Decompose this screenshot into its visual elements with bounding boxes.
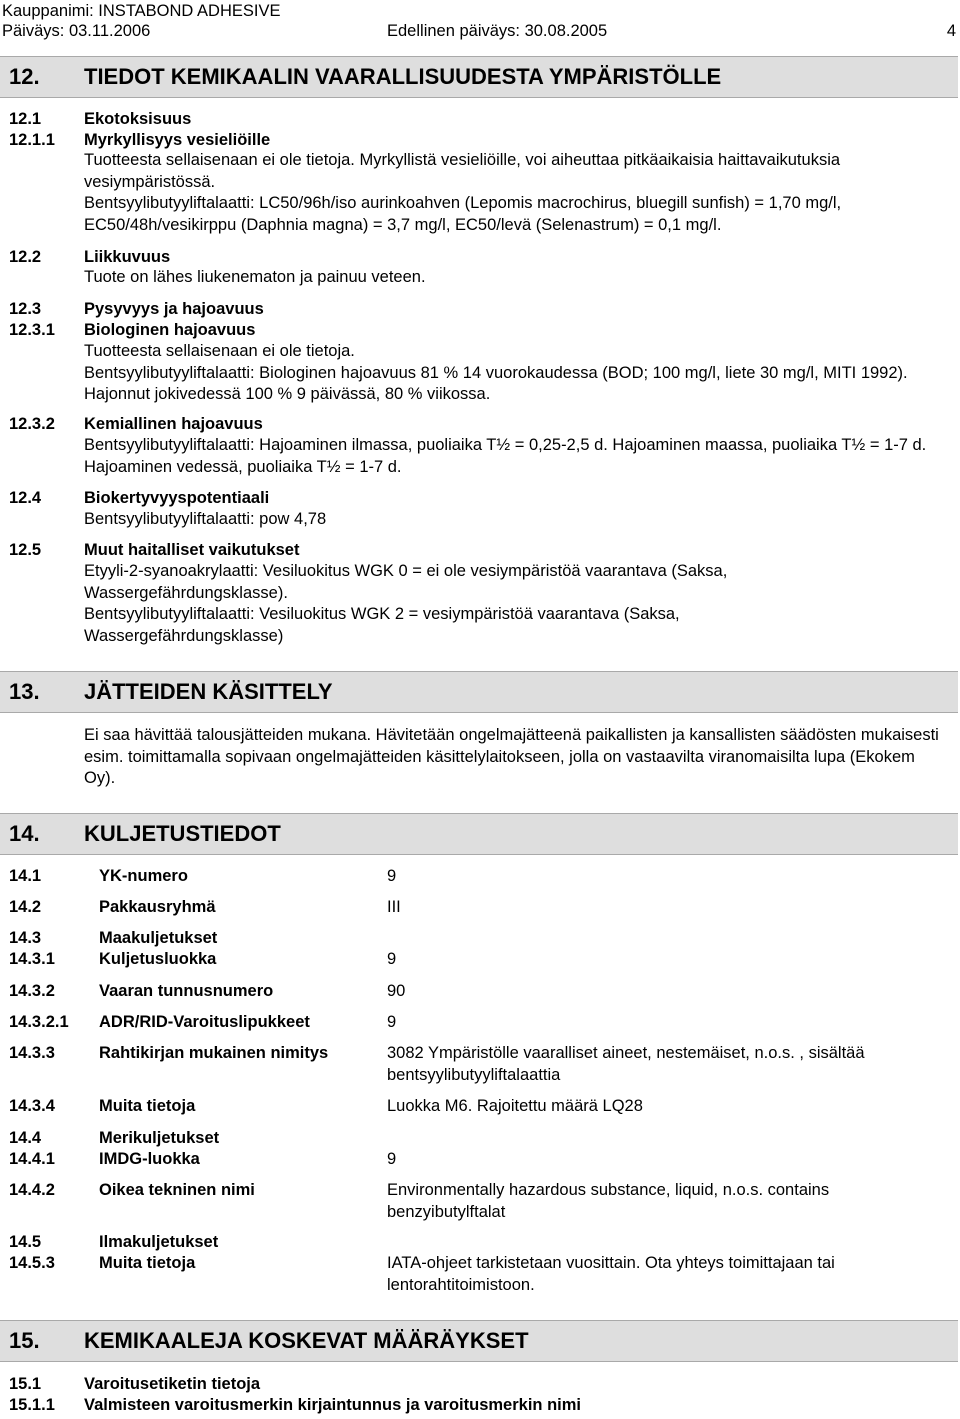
text-line: Tuotteesta sellaisenaan ei ole tietoja.	[84, 342, 355, 360]
subsection-title: Biokertyvyyspotentiaali	[84, 489, 270, 507]
row-label: Rahtikirjan mukainen nimitys	[99, 1044, 329, 1062]
row-value: 3082 Ympäristölle vaaralliset aineet, nestemäiset, n.o.s. , sisältää bentsyylibutyyliftalaattia	[387, 1044, 865, 1084]
row-value: 9	[387, 950, 397, 968]
row-number: 14.3	[9, 929, 42, 947]
row-label: Kuljetusluokka	[99, 950, 217, 968]
subsection-number: 12.2	[9, 248, 42, 266]
row-number: 14.3.2	[9, 982, 55, 1000]
paragraph-13	[84, 725, 950, 790]
section-title: KEMIKAALEJA KOSKEVAT MÄÄRÄYKSET	[84, 1328, 529, 1353]
subsection-number: 12.3.1	[9, 321, 55, 339]
section-number: 15.	[9, 1328, 40, 1353]
subsection-title: Varoitusetiketin tietoja	[84, 1375, 261, 1393]
subsection-number: 12.3.2	[9, 415, 55, 433]
section-number: 13.	[9, 679, 40, 704]
row-number: 14.4.2	[9, 1181, 55, 1199]
subsection-title: Kemiallinen hajoavuus	[84, 415, 263, 433]
text-line: Etyyli-2-syanoakrylaatti: Vesiluokitus WGK 0 = ei ole vesiympäristöä vaarantava (Saksa, Wassergefährdungsklasse).	[84, 562, 728, 602]
row-label: IMDG-luokka	[99, 1150, 200, 1168]
row-label: Maakuljetukset	[99, 929, 218, 947]
section-title: JÄTTEIDEN KÄSITTELY	[84, 679, 333, 704]
section-title: KULJETUSTIEDOT	[84, 821, 281, 846]
previous-date: Edellinen päiväys: 30.08.2005	[387, 22, 608, 40]
subsection-number: 15.1	[9, 1375, 42, 1393]
row-number: 14.5	[9, 1233, 42, 1251]
row-label: Pakkausryhmä	[99, 898, 216, 916]
subsection-number: 12.1.1	[9, 131, 55, 149]
text-line: Ei saa hävittää talousjätteiden mukana. Hävitetään ongelmajätteenä paikallisten ja kansallisten säädösten mukaisesti esim. toimittamalla sopivaan ongelmajätteiden käsittelylaitokseen, jolla on vastaavilta viranomaisilta lupa (Ekokem Oy).	[84, 726, 939, 787]
date: Päiväys: 03.11.2006	[2, 22, 151, 40]
paragraph-12-3-2	[84, 435, 950, 478]
row-label: Vaaran tunnusnumero	[99, 982, 274, 1000]
row-value: Luokka M6. Rajoitettu määrä LQ28	[387, 1097, 643, 1115]
subsection-number: 12.1	[9, 110, 42, 128]
subsection-number: 12.5	[9, 541, 42, 559]
text-line: Bentsyylibutyyliftalaatti: Biologinen hajoavuus 81 % 14 vuorokaudessa (BOD; 100 mg/l, liete 30 mg/l, MITI 1992). Hajonnut jokivedessä 100 % 9 päivässä, 80 % viikossa.	[84, 363, 908, 403]
row-label: Oikea tekninen nimi	[99, 1181, 255, 1199]
row-label: YK-numero	[99, 867, 188, 885]
subsection-title: Liikkuvuus	[84, 248, 171, 266]
text-line: Bentsyylibutyyliftalaatti: LC50/96h/iso aurinkoahven (Lepomis macrochirus, bluegill sunfish) = 1,70 mg/l, EC50/48h/vesikirppu (Daphnia magna) = 3,7 mg/l, EC50/levä (Selenastrum) = 0,1 mg/l.	[84, 194, 842, 234]
section-title: TIEDOT KEMIKAALIN VAARALLISUUDESTA YMPÄRISTÖLLE	[84, 64, 722, 89]
subsection-number: 15.1.1	[9, 1396, 55, 1414]
section-12-header	[0, 56, 958, 98]
row-number: 14.4	[9, 1129, 42, 1147]
subsection-title: Pysyvyys ja hajoavuus	[84, 300, 264, 318]
text-line: Bentsyylibutyyliftalaatti: Hajoaminen ilmassa, puoliaika T½ = 0,25-2,5 d. Hajoaminen maassa, puoliaika T½ = 1-7 d. Hajoaminen vedessä, puoliaika T½ = 1-7 d.	[84, 436, 927, 476]
row-value: III	[387, 898, 401, 916]
section-15-header	[0, 1320, 958, 1362]
row-value: Environmentally hazardous substance, liquid, n.o.s. contains benzyibutylftalat	[387, 1181, 830, 1221]
section-13-header	[0, 671, 958, 713]
row-label: Merikuljetukset	[99, 1129, 220, 1147]
row-value: 9	[387, 1150, 397, 1168]
row-number: 14.2	[9, 898, 42, 916]
paragraph-12-1-1	[84, 150, 950, 236]
subsection-title: Biologinen hajoavuus	[84, 321, 256, 339]
row-label: ADR/RID-Varoituslipukkeet	[99, 1013, 310, 1031]
paragraph-12-2	[84, 267, 950, 289]
subsection-title: Muut haitalliset vaikutukset	[84, 541, 300, 559]
row-label: Muita tietoja	[99, 1097, 196, 1115]
row-number: 14.5.3	[9, 1254, 55, 1272]
subsection-number: 12.3	[9, 300, 42, 318]
paragraph-12-5	[84, 561, 824, 647]
row-value: 9	[387, 867, 397, 885]
text-line: Bentsyylibutyyliftalaatti: Vesiluokitus WGK 2 = vesiympäristöä vaarantava (Saksa, Wassergefährdungsklasse)	[84, 605, 680, 645]
row-label: Ilmakuljetukset	[99, 1233, 219, 1251]
section-14-header	[0, 813, 958, 855]
subsection-number: 12.4	[9, 489, 42, 507]
row-value: 9	[387, 1013, 397, 1031]
row-number: 14.3.4	[9, 1097, 55, 1115]
section-number: 12.	[9, 64, 40, 89]
subsection-title: Ekotoksisuus	[84, 110, 192, 128]
row-value: IATA-ohjeet tarkistetaan vuosittain. Ota yhteys toimittajaan tai lentorahtitoimistoon.	[387, 1254, 835, 1294]
row-number: 14.3.1	[9, 950, 55, 968]
section-number: 14.	[9, 821, 40, 846]
paragraph-12-4	[84, 509, 950, 531]
subsection-title: Valmisteen varoitusmerkin kirjaintunnus ja varoitusmerkin nimi	[84, 1396, 581, 1414]
text-line: Bentsyylibutyyliftalaatti: pow 4,78	[84, 510, 327, 528]
company-name: Kauppanimi: INSTABOND ADHESIVE	[2, 2, 281, 20]
row-label: Muita tietoja	[99, 1254, 196, 1272]
text-line: Tuotteesta sellaisenaan ei ole tietoja. Myrkyllistä vesieliöille, voi aiheuttaa pitkäaikaisia haittavaikutuksia vesiympäristössä.	[84, 151, 841, 191]
text-line: Tuote on lähes liukenematon ja painuu veteen.	[84, 268, 426, 286]
subsection-title: Myrkyllisyys vesieliöille	[84, 131, 271, 149]
row-number: 14.4.1	[9, 1150, 55, 1168]
row-number: 14.3.3	[9, 1044, 55, 1062]
row-value: 90	[387, 982, 406, 1000]
page-number: 4	[946, 22, 956, 40]
paragraph-12-3-1	[84, 341, 950, 406]
row-number: 14.1	[9, 867, 42, 885]
row-number: 14.3.2.1	[9, 1013, 69, 1031]
